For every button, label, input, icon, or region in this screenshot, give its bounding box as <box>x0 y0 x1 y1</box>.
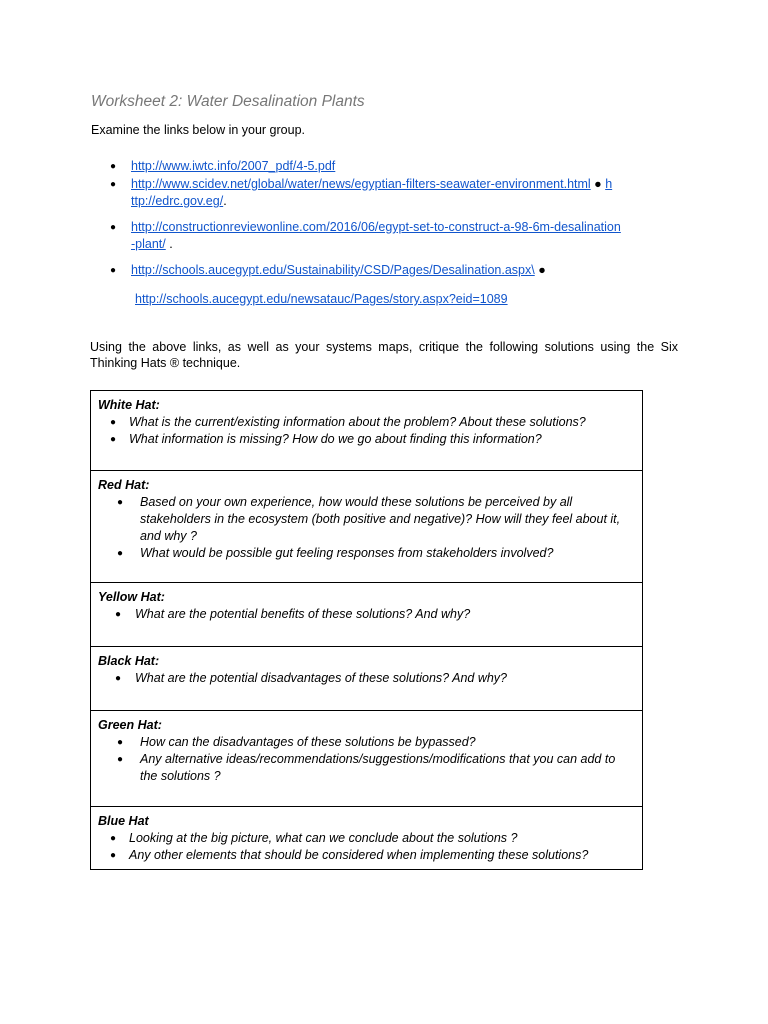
red-hat-title: Red Hat: <box>98 478 150 492</box>
bullet-icon: ● <box>115 673 122 684</box>
list-item <box>98 847 634 864</box>
black-hat-title: Black Hat: <box>98 654 160 668</box>
link-edrc-part1: h <box>605 177 613 191</box>
item-text: What would be possible gut feeling responses from stakeholders involved? <box>140 546 554 560</box>
inline-bullet: ● <box>590 177 606 191</box>
item-text: What is the current/existing information about the problem? About these solutions? <box>129 415 586 429</box>
list-item <box>98 414 634 431</box>
list-item <box>98 545 634 562</box>
item-text: Any alternative ideas/recommendations/suggestions/modifications that you can add to the solutions ? <box>140 752 616 783</box>
link-auc-desalination[interactable]: http://schools.aucegypt.edu/Sustainability/CSD/Pages/Desalination.aspx\ <box>131 263 535 277</box>
list-item <box>98 830 634 847</box>
bullet-icon: ● <box>117 754 124 765</box>
yellow-hat-cell <box>91 583 642 647</box>
link-auc-news[interactable]: http://schools.aucegypt.edu/newsatauc/Pages/story.aspx?eid=1089 <box>135 292 508 306</box>
extra-link-line <box>135 292 508 306</box>
bullet-icon: ● <box>110 417 117 428</box>
bullet-icon: ● <box>110 434 117 445</box>
red-hat-cell <box>91 471 642 583</box>
bullet-icon: ● <box>117 497 124 508</box>
list-item <box>98 670 634 687</box>
green-hat-title: Green Hat: <box>98 718 162 732</box>
instructions-paragraph: Using the above links, as well as your systems maps, critique the following solutions using the Six Thinking Hats ® technique. <box>90 340 678 370</box>
intro-text: Examine the links below in your group. <box>91 123 306 137</box>
item-text: Looking at the big picture, what can we conclude about the solutions ? <box>129 831 518 845</box>
link-item <box>110 158 670 175</box>
list-item <box>98 494 634 545</box>
period-text: . <box>223 194 227 208</box>
black-hat-cell <box>91 647 642 711</box>
link-edrc-part2: ttp://edrc.gov.eg/ <box>131 194 224 208</box>
link-constructionreview[interactable] <box>131 220 621 251</box>
list-item <box>98 431 634 448</box>
bullet-icon: ● <box>110 161 117 172</box>
blue-hat-title: Blue Hat <box>98 814 149 828</box>
item-text: How can the disadvantages of these solutions be bypassed? <box>140 735 476 749</box>
bullet-icon: ● <box>110 850 117 861</box>
white-hat-cell <box>91 391 642 471</box>
item-text: What information is missing? How do we go about finding this information? <box>129 432 542 446</box>
link-scidev[interactable]: http://www.scidev.net/global/water/news/egyptian-filters-seawater-environment.html <box>131 177 591 191</box>
bullet-icon: ● <box>117 548 124 559</box>
link-item <box>110 262 670 279</box>
link-list <box>110 158 670 279</box>
link-cr-part1: http://constructionreviewonline.com/2016/06/egypt-set-to-construct-a-98-6m-desalination <box>131 220 621 234</box>
green-hat-cell <box>91 711 642 807</box>
item-text: Any other elements that should be considered when implementing these solutions? <box>129 848 589 862</box>
item-text: Based on your own experience, how would these solutions be perceived by all stakeholders in the ecosystem (both positive and negative)? How will they feel about it, and why ? <box>140 495 621 543</box>
list-item <box>98 734 634 751</box>
blue-hat-cell <box>91 807 642 869</box>
link-cr-part2: -plant/ <box>131 237 166 251</box>
link-iwtc[interactable]: http://www.iwtc.info/2007_pdf/4-5.pdf <box>131 159 336 173</box>
link-item <box>110 176 670 210</box>
white-hat-title: White Hat: <box>98 398 160 412</box>
link-item <box>110 219 670 253</box>
period-text: . <box>165 237 173 251</box>
bullet-icon: ● <box>117 737 124 748</box>
bullet-icon: ● <box>110 833 117 844</box>
bullet-icon: ● <box>110 222 117 233</box>
item-text: What are the potential disadvantages of these solutions? And why? <box>135 671 507 685</box>
bullet-icon: ● <box>110 179 117 190</box>
item-text: What are the potential benefits of these solutions? And why? <box>135 607 471 621</box>
yellow-hat-title: Yellow Hat: <box>98 590 165 604</box>
inline-bullet: ● <box>534 263 546 277</box>
bullet-icon: ● <box>115 609 122 620</box>
list-item <box>98 606 634 623</box>
worksheet-title: Worksheet 2: Water Desalination Plants <box>91 93 365 110</box>
list-item <box>98 751 634 785</box>
six-hats-table <box>90 390 643 870</box>
bullet-icon: ● <box>110 265 117 276</box>
